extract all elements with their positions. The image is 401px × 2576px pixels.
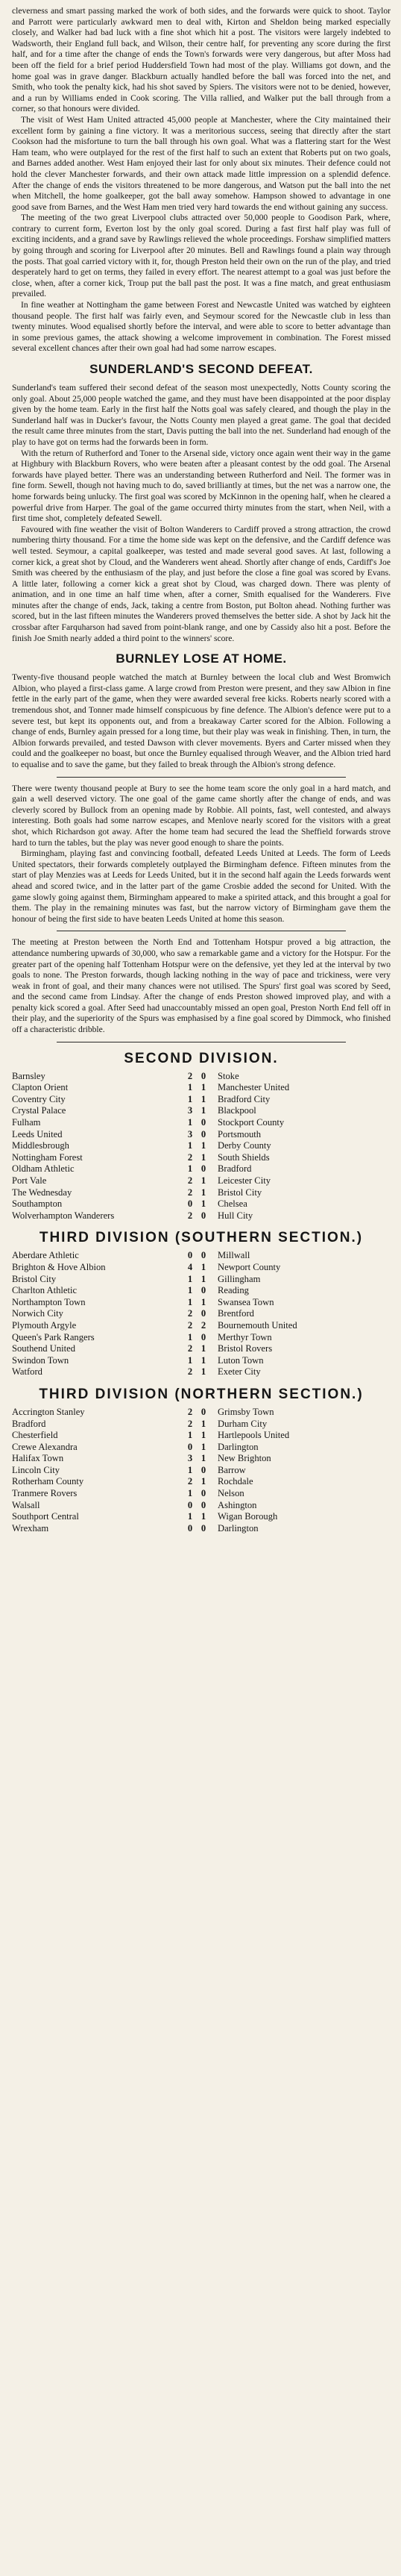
away-team: Darlington <box>218 1522 259 1534</box>
home-score: 1 <box>187 1331 193 1342</box>
home-score: 2 <box>187 1366 193 1378</box>
away-team: Hull City <box>218 1210 253 1221</box>
home-score: 2 <box>187 1476 193 1487</box>
result-row <box>12 1419 391 1431</box>
home-team: Crystal Palace <box>12 1105 66 1116</box>
home-score: 2 <box>187 1406 193 1417</box>
match-report-first-division <box>12 6 391 354</box>
away-team: Hartlepools United <box>218 1430 290 1441</box>
result-row <box>12 1082 391 1094</box>
result-row <box>12 1117 391 1129</box>
home-team: Clapton Orient <box>12 1082 69 1093</box>
home-score: 1 <box>187 1163 193 1175</box>
away-team: Leicester City <box>218 1175 271 1186</box>
away-team: Barrow <box>218 1464 246 1475</box>
home-score: 1 <box>187 1430 193 1441</box>
result-row <box>12 1285 391 1297</box>
home-team: Queen's Park Rangers <box>12 1331 95 1342</box>
division-title: THIRD DIVISION (SOUTHERN SECTION.) <box>39 1230 364 1246</box>
result-row <box>12 1407 391 1419</box>
result-row <box>12 1332 391 1344</box>
away-score: 0 <box>200 1406 206 1417</box>
results-table <box>12 1071 391 1222</box>
away-score: 0 <box>200 1285 206 1296</box>
away-team: Rochdale <box>218 1476 253 1487</box>
result-row <box>12 1465 391 1477</box>
result-row <box>12 1308 391 1320</box>
result-row <box>12 1523 391 1535</box>
away-team: Portsmouth <box>218 1128 262 1139</box>
match-report-bury-leeds <box>12 784 391 925</box>
home-score: 1 <box>187 1511 193 1522</box>
away-team: Bradford <box>218 1163 252 1175</box>
away-score: 0 <box>200 1522 206 1534</box>
report-paragraph: Twenty-five thousand people watched the match at Burnley between the local club and West Bromwich Albion, who played a first-class game. A large crowd from Preston were present, and they saw Albion in fine fettle in the early part of the game, when they were awarded several free kicks. Roberts nearly scored with a tremendous shot, and Tonner made himself conspicuous by fine defence. The Albion's defence were put to a severe test, but kept its opponents out, and from a breakaway Carter scored for the Albion. Following a change of ends, Burnley again pressed for a long time, but their play was weak in finishing. Then, in turn, the Albion forwards prevailed, and tested Dawson with clever movements. Byers and Carter missed when they could and the goalkeeper no boast, but once the Burnley equalised through Weaver, and the Albion tried hard to equalise and to save the game, but they failed to break through the Albion's strong defence. <box>12 672 391 769</box>
result-row <box>12 1366 391 1378</box>
results-table <box>12 1250 391 1378</box>
result-row <box>12 1442 391 1454</box>
home-team: Southend United <box>12 1343 76 1354</box>
league-results <box>12 1050 391 1535</box>
home-team: The Wednesday <box>12 1187 72 1198</box>
result-row <box>12 1297 391 1309</box>
away-score: 0 <box>200 1488 206 1499</box>
away-team: Merthyr Town <box>218 1331 272 1342</box>
result-row <box>12 1210 391 1222</box>
home-team: Norwich City <box>12 1308 63 1319</box>
home-team: Wrexham <box>12 1522 49 1534</box>
away-score: 1 <box>200 1476 206 1487</box>
home-score: 3 <box>187 1105 193 1116</box>
division-title: THIRD DIVISION (NORTHERN SECTION.) <box>39 1386 364 1402</box>
away-team: Manchester United <box>218 1082 290 1093</box>
home-score: 2 <box>187 1418 193 1429</box>
away-team: Reading <box>218 1285 249 1296</box>
home-score: 3 <box>187 1453 193 1464</box>
home-team: Brighton & Hove Albion <box>12 1261 106 1272</box>
home-score: 1 <box>187 1488 193 1499</box>
home-score: 2 <box>187 1175 193 1186</box>
home-team: Nottingham Forest <box>12 1151 83 1163</box>
home-team: Northampton Town <box>12 1296 86 1307</box>
away-team: South Shields <box>218 1151 270 1163</box>
division-title: SECOND DIVISION. <box>124 1050 279 1066</box>
result-row <box>12 1140 391 1152</box>
home-team: Crewe Alexandra <box>12 1441 78 1452</box>
away-score: 1 <box>200 1198 206 1210</box>
home-score: 2 <box>187 1187 193 1198</box>
away-team: Stockport County <box>218 1117 285 1128</box>
home-team: Halifax Town <box>12 1453 64 1464</box>
result-row <box>12 1129 391 1141</box>
divider <box>57 777 346 778</box>
away-score: 1 <box>200 1418 206 1429</box>
away-team: Bradford City <box>218 1093 271 1104</box>
report-paragraph: cleverness and smart passing marked the work of both sides, and the forwards were quick to shoot. Taylor and Parrott were particularly awkward men to deal with, Kirton and Sheldon being marked especially closely, and Walker had bad luck with a fine shot which hit a post. The visitors were largely indebted to Wadsworth, their England full back, and Wilson, their centre half, for preventing any score during the first half, and for a time after the change of ends the Town's forwards were very dangerous, but after Moss had been off the field for a brief period Huddersfield Town had most of the play. Williams got down, and the home goal was in grave danger. Blackburn actually handled before the ball was forced into the net, and Smith, who took the penalty kick, had his shot saved by Spiers. The visitors were not to be denied, however, and a run by Williams ended in Cook scoring. The Villa rallied, and Walker put the ball through from a corner, so that honours were divided. <box>12 6 391 114</box>
away-team: Darlington <box>218 1441 259 1452</box>
home-team: Middlesbrough <box>12 1140 69 1151</box>
home-score: 1 <box>187 1464 193 1475</box>
away-team: Exeter City <box>218 1366 261 1378</box>
away-score: 0 <box>200 1163 206 1175</box>
home-team: Lincoln City <box>12 1464 60 1475</box>
away-score: 1 <box>200 1140 206 1151</box>
home-score: 3 <box>187 1128 193 1139</box>
report-paragraph: With the return of Rutherford and Toner to the Arsenal side, victory once again went their way in the game at Highbury with Blackburn Rovers, who were beaten after a pleasant contest by the odd goal. The Arsenal forwards have played better. There was an understanding between Rutherford and Neil. The former was in fine form. Sewell, though not having much to do, saved brilliantly at times, but the net was a narrow one, the home forwards being unlucky. The first goal was scored by McKinnon in the opening half, when he cleared a powerful drive from Harper. The goal of the game occurred thirty minutes from the start, when Neil, with a first time shot, completely defeated Sewell. <box>12 448 391 524</box>
home-team: Barnsley <box>12 1070 45 1081</box>
result-row <box>12 1163 391 1175</box>
away-score: 0 <box>200 1070 206 1081</box>
home-team: Watford <box>12 1366 42 1378</box>
result-row <box>12 1488 391 1500</box>
away-team: Luton Town <box>218 1354 264 1366</box>
away-score: 2 <box>200 1319 206 1331</box>
away-score: 1 <box>200 1093 206 1104</box>
away-score: 1 <box>200 1354 206 1366</box>
away-team: Durham City <box>218 1418 268 1429</box>
home-score: 2 <box>187 1319 193 1331</box>
home-score: 1 <box>187 1082 193 1093</box>
result-row <box>12 1105 391 1117</box>
home-team: Fulham <box>12 1117 41 1128</box>
away-score: 1 <box>200 1082 206 1093</box>
away-team: Newport County <box>218 1261 281 1272</box>
home-score: 1 <box>187 1354 193 1366</box>
away-team: Stoke <box>218 1070 239 1081</box>
home-score: 4 <box>187 1261 193 1272</box>
home-score: 1 <box>187 1285 193 1296</box>
away-score: 1 <box>200 1366 206 1378</box>
home-team: Oldham Athletic <box>12 1163 75 1175</box>
home-score: 1 <box>187 1140 193 1151</box>
away-score: 0 <box>200 1464 206 1475</box>
away-team: Nelson <box>218 1488 244 1499</box>
away-score: 1 <box>200 1175 206 1186</box>
away-score: 0 <box>200 1117 206 1128</box>
match-report-preston <box>12 937 391 1035</box>
report-paragraph: Favoured with fine weather the visit of Bolton Wanderers to Cardiff proved a strong attraction, the crowd numbering thirty thousand. For a time the home side was kept on the defensive, and the Cardiff defence was well tested. Seymour, a capital goalkeeper, was tested and made several good saves. At last, following a corner kick, a great shot by Cloud, and the Wanderers went ahead. Shortly after change of ends, Cardiff's Joe Smith was cheered by the enthusiasm of the play, and just before the close a fine goal was scored by Evans. A little later, following a corner kick a great shot by Cloud, was charged down. There was plenty of animation, and in one time an half time when, after a corner, Smith equalised for the Wanderers. Five minutes after the change of ends, Jack, taking a centre from Boston, put Bolton ahead. Nothing further was scored, but in the last fifteen minutes the Wanderers proved themselves the better side. A shot by Jack hit the crossbar after Farquharson had saved from point-blank range, and one by Cassidy also hit a post. Before the finish Joe Smith nearly added a third point to the winners' score. <box>12 524 391 643</box>
home-score: 2 <box>187 1210 193 1221</box>
home-team: Charlton Athletic <box>12 1285 78 1296</box>
home-team: Walsall <box>12 1499 40 1510</box>
result-row <box>12 1343 391 1355</box>
home-team: Port Vale <box>12 1175 47 1186</box>
home-score: 1 <box>187 1117 193 1128</box>
headline-burnley: BURNLEY LOSE AT HOME. <box>116 651 287 666</box>
home-team: Leeds United <box>12 1128 63 1139</box>
away-team: Ashington <box>218 1499 257 1510</box>
away-team: Grimsby Town <box>218 1406 274 1417</box>
home-team: Bristol City <box>12 1273 57 1284</box>
match-report-sunderland <box>12 383 391 644</box>
report-paragraph: In fine weather at Nottingham the game between Forest and Newcastle United was watched by eighteen thousand people. The first half was fairly even, and Seymour scored for the Newcastle club in less than twenty minutes. Wood equalised shortly before the interval, and were able to score to better advantage than in some previous games, the attack showing a welcome improvement in combination. The Forest missed several excellent chances after their own goal had had some narrow escapes. <box>12 300 391 354</box>
result-row <box>12 1198 391 1210</box>
away-score: 0 <box>200 1210 206 1221</box>
match-report-burnley <box>12 672 391 770</box>
away-score: 1 <box>200 1187 206 1198</box>
headline-sunderland: SUNDERLAND'S SECOND DEFEAT. <box>89 362 313 376</box>
home-team: Accrington Stanley <box>12 1406 85 1417</box>
result-row <box>12 1094 391 1106</box>
report-paragraph: There were twenty thousand people at Bury to see the home team score the only goal in a hard match, and gain a well deserved victory. The one goal of the game came shortly after the change of ends, and was cleverly scored by Bullock from an opening made by Robbie. All points, fast, well contested, and always interesting. Both goals had some narrow escapes, and Menlove nearly scored for the visitors with a great shot, which Richardson got away. After the home team had secured the lead the Sheffield forwards strove hard to turn the tables, but the play was never good enough to share the points. <box>12 783 391 848</box>
away-score: 1 <box>200 1511 206 1522</box>
result-row <box>12 1320 391 1332</box>
home-score: 1 <box>187 1093 193 1104</box>
away-team: Blackpool <box>218 1105 256 1116</box>
away-team: Chelsea <box>218 1198 247 1210</box>
results-table <box>12 1407 391 1535</box>
home-score: 2 <box>187 1151 193 1163</box>
away-score: 1 <box>200 1151 206 1163</box>
away-score: 1 <box>200 1430 206 1441</box>
away-score: 0 <box>200 1128 206 1139</box>
home-score: 2 <box>187 1308 193 1319</box>
home-team: Aberdare Athletic <box>12 1250 79 1261</box>
home-score: 1 <box>187 1273 193 1284</box>
home-score: 0 <box>187 1198 193 1210</box>
away-score: 1 <box>200 1441 206 1452</box>
away-team: Bournemouth United <box>218 1319 297 1331</box>
report-paragraph: The visit of West Ham United attracted 45,000 people at Manchester, where the City maintained their excellent form by gaining a fine victory. It was a meritorious success, seeing that directly after the start Cookson had the misfortune to turn the ball through his own goal. What was a flattering start for the West Ham team, who were outplayed for the rest of the first half to such an extent that Roberts put on two goals, and Barnes added another. West Ham enjoyed their last for only about six minutes. Their defence could not hold the clever Manchester forwards, and their own attack made little impression on a splendid defence. After the change of ends the visitors threatened to be more dangerous, and Watson put the ball into the net when Mitchell, the home goalkeeper, got the ball away somehow. Hampson showed to advantage in one good save from Barnes, and the West Ham men tried very hard towards the end without gaining any success. <box>12 114 391 212</box>
home-score: 0 <box>187 1250 193 1261</box>
away-team: Millwall <box>218 1250 250 1261</box>
away-score: 1 <box>200 1343 206 1354</box>
home-team: Wolverhampton Wanderers <box>12 1210 115 1221</box>
result-row <box>12 1453 391 1465</box>
home-team: Coventry City <box>12 1093 66 1104</box>
home-team: Southport Central <box>12 1511 79 1522</box>
home-team: Southampton <box>12 1198 63 1210</box>
away-score: 1 <box>200 1273 206 1284</box>
result-row <box>12 1355 391 1367</box>
report-paragraph: Sunderland's team suffered their second defeat of the season most unexpectedly, Notts County scoring the only goal. About 25,000 people watched the game, and they must have been disappointed at the poor display given by the home team. Early in the first half the Notts goal was safely cleared, and though the play in the Sunderland half was in Ducker's favour, the Notts County men played a great game. The goal that decided the result came three minutes from the start, Davis putting the ball into the net. Sunderland had enough of the play to have got on terms had the forwards been in form. <box>12 383 391 447</box>
result-row <box>12 1187 391 1199</box>
result-row <box>12 1152 391 1164</box>
away-score: 1 <box>200 1453 206 1464</box>
home-team: Swindon Town <box>12 1354 69 1366</box>
home-team: Bradford <box>12 1418 46 1429</box>
home-score: 0 <box>187 1522 193 1534</box>
away-team: New Brighton <box>218 1453 271 1464</box>
away-team: Bristol City <box>218 1187 262 1198</box>
report-paragraph: Birmingham, playing fast and convincing football, defeated Leeds United at Leeds. The form of Leeds United spectators, their forwards completely outplayed the Birmingham defence. Fifteen minutes from the start of play Menzies was at Leeds for Leeds United, but it in the second half again the Leeds forwards went ahead and scored twice, and in the latter part of the game Crosbie added the second for United. With the game slowly going against them, Birmingham appeared to make a spirited attack, and this brought a goal for them. The play in the remaining minutes was fast, but the narrow victory of Birmingham gave them the honour of being the first side to have beaten Leeds United at home this season. <box>12 848 391 924</box>
result-row <box>12 1476 391 1488</box>
home-score: 2 <box>187 1070 193 1081</box>
away-score: 1 <box>200 1261 206 1272</box>
result-row <box>12 1262 391 1274</box>
away-score: 0 <box>200 1250 206 1261</box>
result-row <box>12 1274 391 1286</box>
report-paragraph: The meeting at Preston between the North End and Tottenham Hotspur proved a big attraction, the attendance numbering upwards of 30,000, who saw a remarkable game and a victory for the Hotspur. For the greater part of the opening half Tottenham Hotspur were on the defensive, yet they led at the interval by two goals to none. The Preston forwards, though lacking nothing in the way of pace and trickiness, were very weak in front of goal, and their many chances were not utilised. The Spurs' first goal was scored by Seed, and the second came from Lindsay. After the change of ends Preston showed improved play, and with a penalty kick scored a goal. After Seed had unaccountably missed an open goal, Preston North End fell off in their play, and the superiority of the Spurs was emphasised by a fine goal scored by Dimmock, who finished off a characteristic dribble. <box>12 937 391 1035</box>
result-row <box>12 1500 391 1512</box>
result-row <box>12 1071 391 1083</box>
home-score: 1 <box>187 1296 193 1307</box>
report-paragraph: The meeting of the two great Liverpool clubs attracted over 50,000 people to Goodison Park, where, contrary to current form, Everton lost by the only goal scored. During a fast first half play was full of exciting incidents, and a grand save by Rawlings relieved the whole proceedings. Forshaw simplified matters by going through and scoring for Liverpool after 20 minutes. Bell and Rawlings found a plain way through the posts. That goal carried victory with it, for, though Preston held their own on the run of the play, and tried desperately hard to get on terms, they failed in every effort. The nearest attempt to a goal was just before the close, when, after a corner kick, Troup put the ball past the post. It was a fine match, and great enthusiasm prevailed. <box>12 213 391 299</box>
away-score: 1 <box>200 1296 206 1307</box>
away-score: 1 <box>200 1105 206 1116</box>
home-score: 0 <box>187 1441 193 1452</box>
result-row <box>12 1430 391 1442</box>
away-team: Gillingham <box>218 1273 261 1284</box>
home-team: Chesterfield <box>12 1430 58 1441</box>
home-score: 0 <box>187 1499 193 1510</box>
home-score: 2 <box>187 1343 193 1354</box>
away-team: Wigan Borough <box>218 1511 278 1522</box>
home-team: Rotherham County <box>12 1476 84 1487</box>
result-row <box>12 1250 391 1262</box>
home-team: Tranmere Rovers <box>12 1488 78 1499</box>
away-team: Brentford <box>218 1308 254 1319</box>
result-row <box>12 1175 391 1187</box>
away-team: Swansea Town <box>218 1296 274 1307</box>
result-row <box>12 1511 391 1523</box>
away-score: 0 <box>200 1499 206 1510</box>
away-score: 0 <box>200 1331 206 1342</box>
home-team: Plymouth Argyle <box>12 1319 77 1331</box>
away-team: Bristol Rovers <box>218 1343 273 1354</box>
away-team: Derby County <box>218 1140 271 1151</box>
away-score: 0 <box>200 1308 206 1319</box>
